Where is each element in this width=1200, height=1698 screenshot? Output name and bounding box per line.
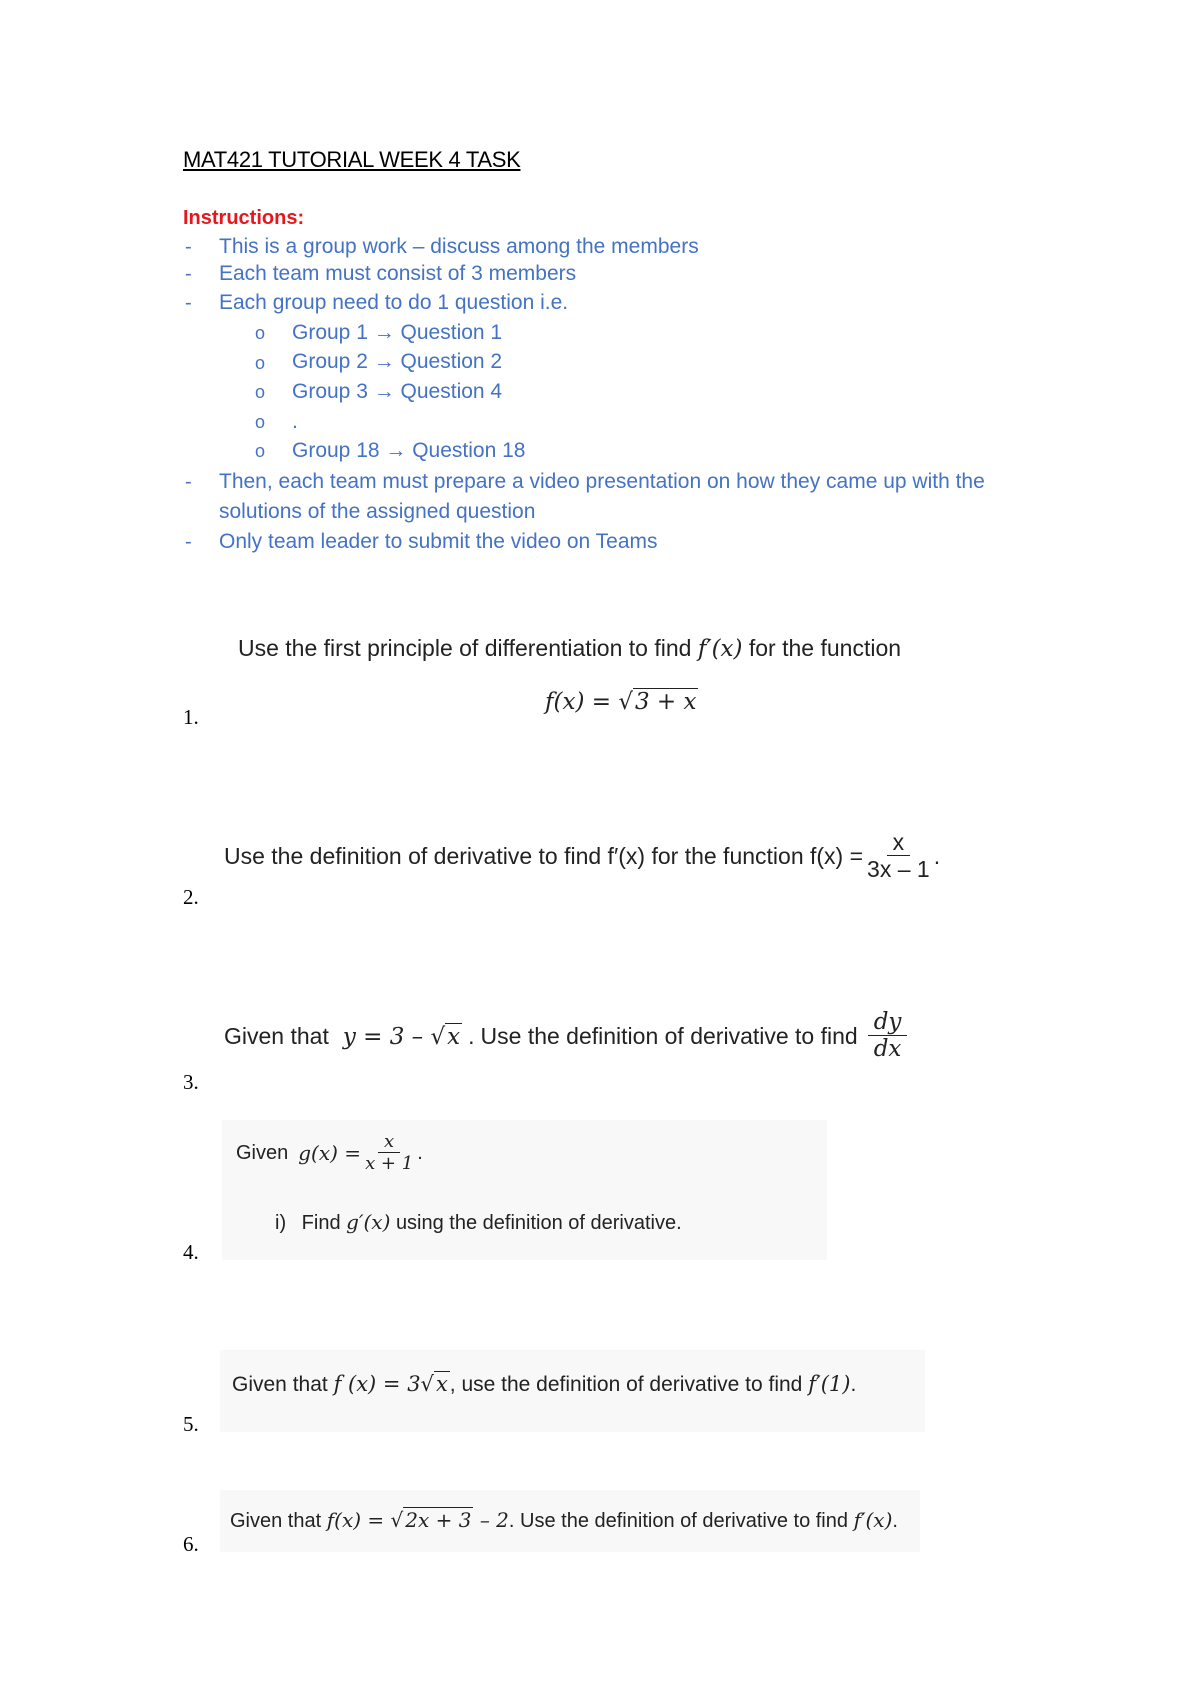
math-fprime: f′(1): [808, 1372, 851, 1396]
math-fprime: f′(x): [853, 1508, 893, 1532]
question-text: Given: [236, 1141, 289, 1164]
bullet-dash: -: [185, 263, 192, 285]
question-1: [238, 635, 901, 662]
instruction-item: solutions of the assigned question: [219, 500, 536, 523]
formula-radicand: 3 + x: [634, 689, 697, 715]
instruction-item: This is a group work – discuss among the members: [219, 235, 699, 258]
question-3: [224, 1010, 911, 1064]
bullet-dash: -: [185, 471, 192, 493]
punctuation: .: [850, 1373, 857, 1396]
fraction: [365, 1132, 413, 1174]
equation: y = 3 – √x: [342, 1023, 461, 1050]
question-text: , use the definition of derivative to find: [449, 1373, 803, 1396]
fraction-denominator: dx: [873, 1036, 902, 1063]
fraction-numerator: x: [887, 830, 911, 856]
bullet-dash: -: [185, 531, 192, 553]
question-text: using the definition of derivative.: [395, 1212, 682, 1234]
question-number: 4.: [183, 1240, 199, 1264]
group-item: Group 2 → Question 2: [292, 350, 503, 373]
group-item: .: [292, 410, 298, 433]
formula: f(x) = √: [545, 689, 633, 715]
document-title: MAT421 TUTORIAL WEEK 4 TASK: [183, 147, 521, 172]
fraction-dy-dx: [868, 1010, 908, 1064]
group-item: Group 18 → Question 18: [292, 439, 526, 462]
question-text: for the function: [748, 635, 902, 661]
fraction-numerator: x: [378, 1132, 400, 1153]
punctuation: .: [933, 843, 941, 870]
punctuation: .: [892, 1510, 898, 1532]
question-5: [220, 1350, 925, 1432]
bullet-dash: -: [185, 292, 192, 314]
sub-bullet-circle: o: [255, 323, 266, 343]
math-function: g′(x): [346, 1210, 391, 1234]
group-item: Group 1 → Question 1: [292, 321, 503, 344]
math-fprime: f′(x): [697, 636, 743, 662]
instruction-item: Then, each team must prepare a video presentation on how they came up with the: [219, 470, 985, 493]
instruction-item: Each group need to do 1 question i.e.: [219, 291, 569, 314]
question-4-given: [236, 1132, 423, 1174]
question-text: Given that: [232, 1373, 328, 1396]
sub-bullet-circle: o: [255, 412, 266, 432]
question-text: . Use the definition of derivative to find: [508, 1510, 848, 1532]
question-text: Use the definition of derivative to find: [480, 1023, 858, 1050]
instruction-item: Only team leader to submit the video on Teams: [219, 530, 658, 553]
question-number: 5.: [183, 1412, 199, 1436]
question-number: 6.: [183, 1532, 199, 1556]
sub-bullet-circle: o: [255, 353, 266, 373]
question-number: 2.: [183, 885, 199, 909]
question-text: Use the definition of derivative to find f′(x) for the function f(x) =: [224, 843, 864, 870]
equation: f(x) = √ 2x + 3 – 2: [326, 1508, 509, 1532]
fraction: [867, 830, 930, 884]
sub-bullet-circle: o: [255, 382, 266, 402]
part-label: i): [275, 1212, 287, 1234]
question-2: [224, 830, 940, 884]
fraction-numerator: dy: [868, 1010, 908, 1036]
question-text: Given that: [224, 1023, 329, 1050]
group-item: Group 3 → Question 4: [292, 380, 503, 403]
question-1-formula: [545, 688, 698, 715]
question-4-part-i: [275, 1210, 682, 1235]
equation: g(x) =: [298, 1141, 362, 1166]
punctuation: .: [468, 1023, 475, 1050]
instruction-item: Each team must consist of 3 members: [219, 262, 577, 285]
fraction-denominator: x + 1: [365, 1152, 414, 1174]
question-6-text: [230, 1508, 898, 1533]
punctuation: .: [417, 1141, 423, 1164]
question-6: [220, 1490, 920, 1552]
sub-bullet-circle: o: [255, 441, 266, 461]
fraction-denominator: 3x – 1: [867, 856, 930, 883]
question-text: Given that: [230, 1510, 322, 1532]
question-5-text: [232, 1372, 856, 1397]
question-number: 1.: [183, 705, 199, 729]
question-text: Use the first principle of differentiation to find: [238, 635, 692, 661]
question-number: 3.: [183, 1070, 199, 1094]
question-text: Find: [301, 1212, 341, 1234]
instructions-heading: Instructions:: [183, 207, 305, 229]
equation: f (x) = 3√x: [333, 1372, 448, 1396]
bullet-dash: -: [185, 236, 192, 258]
question-4: [222, 1120, 827, 1260]
